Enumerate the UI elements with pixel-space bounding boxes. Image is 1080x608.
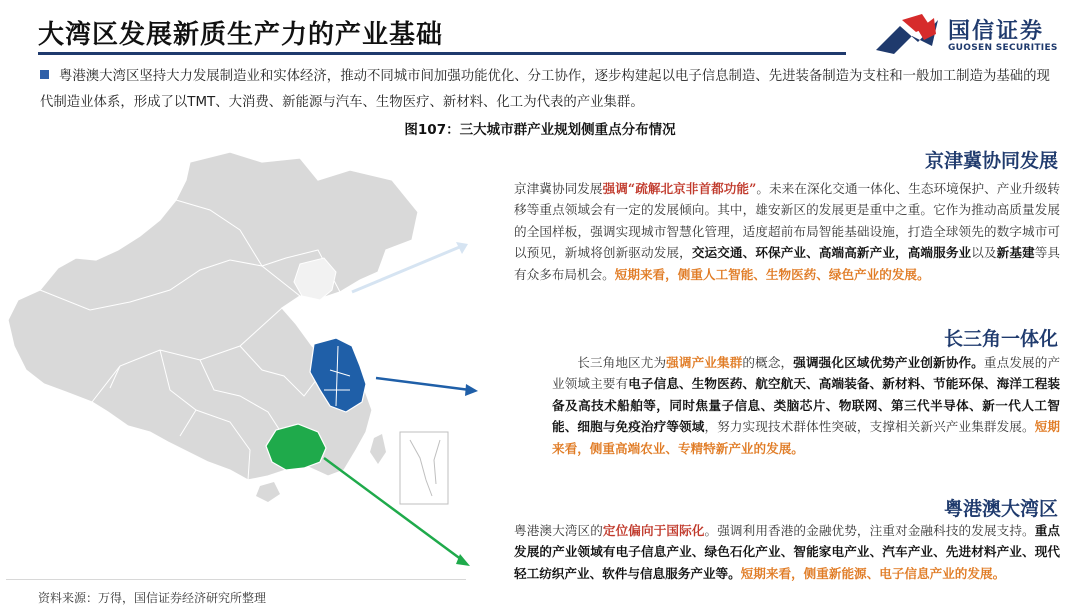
gba-shortterm-focus: 短期来看，侧重新能源、电子信息产业的发展。 [740, 565, 1006, 581]
hainan-shape [256, 482, 280, 502]
source-note: 资料来源：万得，国信证券经济研究所整理 [38, 591, 267, 605]
intro-text: 粤港澳大湾区坚持大力发展制造业和实体经济，推动不同城市间加强功能优化、分工协作，逐步构建起以电子信息制造、先进装备制造为支柱和一般加工制造为基础的现代制造业体系，形成了以TMT、大消费、新能源与汽车、生物医疗、新材料、化工为代表的产业集群。 [40, 69, 1050, 110]
guosen-logo-icon [872, 12, 944, 58]
jjj-text-4: 等具有众多布局机会。 [514, 245, 1061, 282]
paragraph-gba [514, 520, 1060, 584]
gba-text-2: 。强调利用香港的金融优势，注重对金融科技的发展支持。 [704, 523, 1035, 538]
gba-bold-industries: 重点发展的产业领域有电子信息产业、绿色石化产业、智能家电产业、汽车产业、先进材料产业、现代轻工纺织产业、软件与信息服务产业等。 [514, 523, 1061, 581]
csj-bold-industries: 电子信息、生物医药、航空航天、高端装备、新材料、节能环保、海洋工程装备及高技术船舶等，同时焦量子信息、类脑芯片、物联网、第三代半导体、新一代人工智能、细胞与免疫治疗等领域 [552, 376, 1061, 435]
jjj-text-3: 以及 [971, 245, 997, 261]
paragraph-jingjinji [514, 178, 1060, 285]
csj-text-1: 长三角地区尤为 [577, 355, 667, 370]
heading-jingjinji: 京津冀协同发展 [924, 150, 1058, 172]
csj-shortterm-focus: 短期来看，侧重高端农业、专精特新产业的发展。 [552, 419, 1061, 456]
title-underline [38, 52, 846, 55]
logo-english-name: GUOSEN SECURITIES [948, 43, 1058, 53]
page-title: 大湾区发展新质生产力的产业基础 [38, 20, 444, 50]
figure-title: 图107：三大城市群产业规划侧重点分布情况 [404, 122, 676, 138]
jjj-text-2: 。未来在深化交通一体化、生态环境保护、产业升级转移等重点领域会有一定的发展倾向。其中，雄安新区的发展更是重中之重。它作为推动高质量发展的全国样板，强调实现城市智慧化管理，适度超前布局智能基础设施，打造全球领先的数字城市可以预见，新城将创新驱动发展， [514, 181, 1060, 261]
china-map [0, 140, 480, 580]
csj-bold-innovation: 强调强化区域优势产业创新协作。 [793, 355, 984, 370]
intro-paragraph [40, 64, 1050, 116]
bullet-square-icon [40, 70, 49, 79]
paragraph-yangtze [552, 352, 1060, 459]
heading-gba: 粤港澳大湾区 [943, 498, 1058, 520]
csj-text-2: 的概念， [742, 355, 794, 370]
csj-text-4: ，努力实现技术群体性突破，支撑相关新兴产业集群发展。 [704, 419, 1035, 435]
gba-highlight-international: 定位偏向于国际化 [602, 523, 705, 538]
arrow-yangtze [376, 378, 478, 396]
csj-text-3: 重点发展的产业领域主要有 [552, 355, 1061, 392]
jjj-highlight-red: 强调“疏解北京非首都功能” [602, 181, 757, 196]
china-mainland-shape [8, 152, 418, 480]
logo-chinese-name: 国信证券 [948, 19, 1045, 44]
csj-highlight-cluster: 强调产业集群 [666, 355, 743, 370]
taiwan-shape [370, 434, 386, 464]
jjj-text-1: 京津冀协同发展 [514, 181, 603, 196]
brand-logo [872, 12, 1062, 58]
south-china-sea-inset [400, 432, 448, 504]
gba-text-1: 粤港澳大湾区的 [514, 523, 603, 538]
jjj-shortterm-focus: 短期来看，侧重人工智能、生物医药、绿色产业的发展。 [614, 266, 930, 282]
jjj-bold-industries: 交运交通、环保产业、高端高新产业，高端服务业 [691, 245, 972, 261]
heading-yangtze: 长三角一体化 [943, 328, 1058, 350]
footer-divider [6, 579, 466, 580]
jjj-bold-infra: 新基建 [996, 245, 1035, 261]
